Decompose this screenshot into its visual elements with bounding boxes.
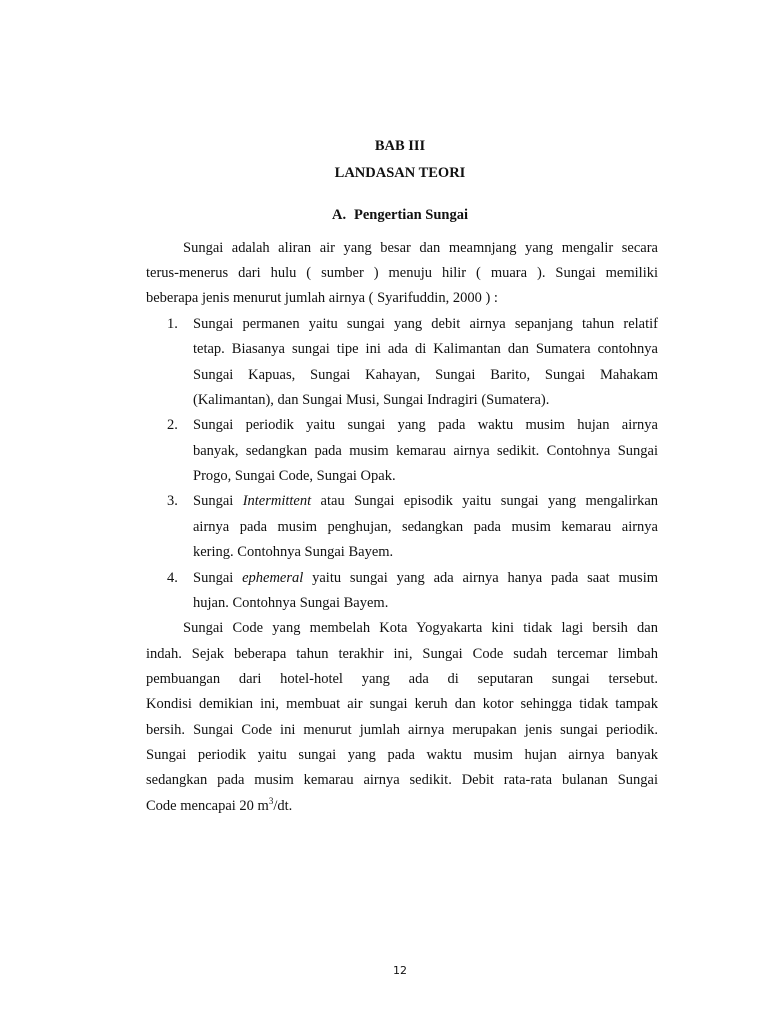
chapter-title: LANDASAN TEORI [334, 165, 466, 181]
list-item-line: airnya pada musim penghujan, sedangkan pada musim kemarau airnya [193, 519, 658, 535]
paragraph-line: pembuangan dari hotel-hotel yang ada di seputaran sungai tersebut. [146, 671, 658, 687]
paragraph-line: sedangkan pada musim kemarau airnya sedikit. Debit rata-rata bulanan Sungai [146, 772, 658, 788]
paragraph-line: beberapa jenis menurut jumlah airnya ( Syarifuddin, 2000 ) : [146, 290, 498, 306]
paragraph-line: Sungai adalah aliran air yang besar dan meamnjang yang mengalir secara [183, 240, 658, 256]
section-letter: A. [332, 207, 347, 223]
paragraph-line: Kondisi demikian ini, membuat air sungai keruh dan kotor sehingga tidak tampak [146, 696, 658, 712]
list-item-line: Progo, Sungai Code, Sungai Opak. [193, 468, 396, 484]
section-heading [0, 206, 768, 224]
section-title: Pengertian Sungai [354, 207, 468, 223]
list-item-line: banyak, sedangkan pada musim kemarau airnya sedikit. Contohnya Sungai [193, 443, 658, 459]
paragraph-line: bersih. Sungai Code ini menurut jumlah airnya merupakan jenis sungai periodik. [146, 722, 658, 738]
list-number: 3. [167, 493, 178, 509]
list-item-line: (Kalimantan), dan Sungai Musi, Sungai Indragiri (Sumatera). [193, 392, 550, 408]
list-item-line: tetap. Biasanya sungai tipe ini ada di Kalimantan dan Sumatera contohnya [193, 341, 658, 357]
paragraph-line: Sungai periodik yaitu sungai yang pada waktu musim hujan airnya banyak [146, 747, 658, 763]
list-number: 4. [167, 570, 178, 586]
list-item-line: Sungai ephemeral yaitu sungai yang ada airnya hanya pada saat musim [193, 570, 658, 586]
list-item-line: Sungai Kapuas, Sungai Kahayan, Sungai Barito, Sungai Mahakam [193, 367, 658, 383]
italic-term: ephemeral [242, 570, 304, 586]
list-item-line: kering. Contohnya Sungai Bayem. [193, 544, 394, 560]
paragraph-line: terus-menerus dari hulu ( sumber ) menuju hilir ( muara ). Sungai memiliki [146, 265, 658, 281]
list-item-line: hujan. Contohnya Sungai Bayem. [193, 595, 389, 611]
list-number: 1. [167, 316, 178, 332]
paragraph-line: Sungai Code yang membelah Kota Yogyakarta kini tidak lagi bersih dan [183, 620, 658, 636]
list-item-line: Sungai Intermittent atau Sungai episodik yaitu sungai yang mengalirkan [193, 493, 659, 509]
chapter-number: BAB III [374, 138, 426, 154]
superscript: 3 [268, 796, 274, 806]
list-item-line: Sungai periodik yaitu sungai yang pada waktu musim hujan airnya [193, 417, 658, 433]
paragraph-line: Code mencapai 20 $m^3/dt$. [146, 796, 293, 814]
page-number: 12 [393, 964, 407, 977]
list-number: 2. [167, 417, 178, 433]
paragraph-line: indah. Sejak beberapa tahun terakhir ini, Sungai Code sudah tercemar limbah [146, 646, 658, 662]
italic-term: Intermittent [242, 493, 312, 509]
list-item-line: Sungai permanen yaitu sungai yang debit airnya sepanjang tahun relatif [193, 316, 658, 332]
